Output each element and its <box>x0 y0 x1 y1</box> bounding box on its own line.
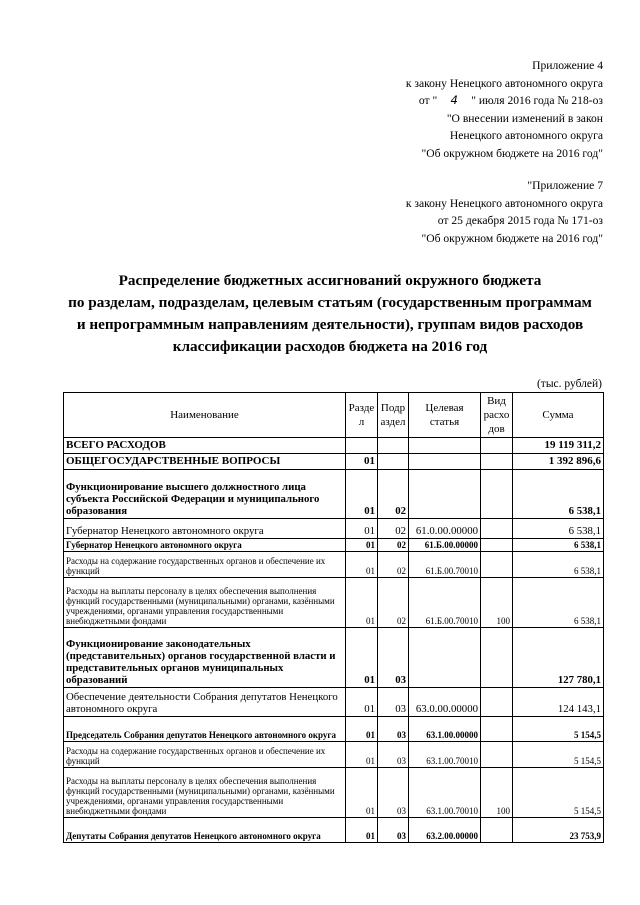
table-row <box>64 717 604 742</box>
appendix-new-line-3 <box>360 92 603 110</box>
table-row <box>64 818 604 843</box>
row-sum: 1 392 896,6 <box>513 454 604 470</box>
row-vid <box>481 539 513 552</box>
row-name: ОБЩЕГОСУДАРСТВЕННЫЕ ВОПРОСЫ <box>64 454 346 470</box>
row-razdel: 01 <box>346 742 378 768</box>
appendix-new-date-prefix: от " <box>418 94 438 108</box>
appendix-new-handwritten-day: 4 <box>450 93 458 108</box>
row-name: ВСЕГО РАСХОДОВ <box>64 438 346 454</box>
row-target: 61.0.00.00000 <box>409 519 481 539</box>
row-sum: 127 780,1 <box>513 628 604 688</box>
row-razdel: 01 <box>346 818 378 843</box>
document-title-line-4: классификации расходов бюджета на 2016 год <box>172 338 488 355</box>
row-target: 63.1.00.70010 <box>409 742 481 768</box>
row-vid <box>481 628 513 688</box>
row-razdel <box>346 438 378 454</box>
row-podrazdel: 03 <box>378 628 409 688</box>
row-razdel: 01 <box>346 552 378 578</box>
header-vid: Вид расхо дов <box>481 393 513 438</box>
row-name: Расходы на выплаты персоналу в целях обеспечения выполнения функций государственными (муниципальными) органами, казёнными учреждениями, органами управления государственными внебюджетными фондами <box>64 768 346 818</box>
row-razdel: 01 <box>346 768 378 818</box>
row-name: Расходы на содержание государственных органов и обеспечение их функций <box>64 742 346 768</box>
row-vid <box>481 519 513 539</box>
row-podrazdel: 02 <box>378 519 409 539</box>
header-target: Целевая статья <box>409 393 481 438</box>
row-vid <box>481 470 513 519</box>
units-label: (тыс. рублей) <box>536 378 602 390</box>
table-row <box>64 742 604 768</box>
document-title-line-2: по разделам, подразделам, целевым статьям (государственным программам <box>68 294 592 311</box>
table-row <box>64 768 604 818</box>
row-podrazdel: 03 <box>378 742 409 768</box>
row-vid: 100 <box>481 578 513 628</box>
row-sum: 6 538,1 <box>513 552 604 578</box>
row-razdel: 01 <box>346 539 378 552</box>
row-sum: 6 538,1 <box>513 539 604 552</box>
row-target <box>409 454 481 470</box>
row-target <box>409 438 481 454</box>
appendix-old-line-3: от 25 декабря 2015 года № 171-оз <box>437 214 603 228</box>
row-podrazdel: 02 <box>378 470 409 519</box>
row-podrazdel: 02 <box>378 578 409 628</box>
table-row <box>64 688 604 717</box>
document-title <box>30 270 630 358</box>
row-target: 63.2.00.00000 <box>409 818 481 843</box>
budget-table <box>63 392 604 843</box>
table-header-row <box>64 393 604 438</box>
row-razdel: 01 <box>346 628 378 688</box>
appendix-new-line-2: к закону Ненецкого автономного округа <box>405 76 603 90</box>
row-name: Губернатор Ненецкого автономного округа <box>64 519 346 539</box>
row-vid <box>481 454 513 470</box>
row-sum: 124 143,1 <box>513 688 604 717</box>
row-vid <box>481 818 513 843</box>
table-row <box>64 539 604 552</box>
header-razdel: Разде л <box>346 393 378 438</box>
row-name: Расходы на выплаты персоналу в целях обеспечения выполнения функций государственными (муниципальными) органами, казёнными учреждениями, органами управления государственными внебюджетными фондами <box>64 578 346 628</box>
row-sum: 6 538,1 <box>513 470 604 519</box>
row-vid: 100 <box>481 768 513 818</box>
row-podrazdel <box>378 454 409 470</box>
row-vid <box>481 717 513 742</box>
row-name: Депутаты Собрания депутатов Ненецкого автономного округа <box>64 818 346 843</box>
row-sum: 5 154,5 <box>513 717 604 742</box>
row-podrazdel: 03 <box>378 818 409 843</box>
row-vid <box>481 742 513 768</box>
header-podrazdel: Подр аздел <box>378 393 409 438</box>
appendix-old-line-1: "Приложение 7 <box>527 179 603 192</box>
appendix-new-date-suffix: " июля 2016 года № 218-оз <box>471 94 603 108</box>
row-target: 61.Б.00.00000 <box>409 539 481 552</box>
row-sum: 5 154,5 <box>513 768 604 818</box>
table-row <box>64 470 604 519</box>
row-sum: 19 119 311,2 <box>513 438 604 454</box>
row-name: Губернатор Ненецкого автономного округа <box>64 539 346 552</box>
row-sum: 6 538,1 <box>513 578 604 628</box>
row-target <box>409 470 481 519</box>
row-sum: 23 753,9 <box>513 818 604 843</box>
table-row <box>64 454 604 470</box>
appendix-new-block <box>360 57 603 163</box>
row-name: Обеспечение деятельности Собрания депутатов Ненецкого автономного округа <box>64 688 346 717</box>
row-podrazdel: 03 <box>378 768 409 818</box>
row-vid <box>481 438 513 454</box>
row-name: Председатель Собрания депутатов Ненецкого автономного округа <box>64 717 346 742</box>
row-razdel: 01 <box>346 519 378 539</box>
row-target <box>409 628 481 688</box>
row-razdel: 01 <box>346 717 378 742</box>
header-name: Наименование <box>64 393 346 438</box>
document-title-line-1: Распределение бюджетных ассигнований окружного бюджета <box>118 272 542 289</box>
row-podrazdel: 02 <box>378 539 409 552</box>
row-target: 63.0.00.00000 <box>409 688 481 717</box>
row-podrazdel: 03 <box>378 688 409 717</box>
table-row <box>64 628 604 688</box>
row-sum: 5 154,5 <box>513 742 604 768</box>
row-razdel: 01 <box>346 688 378 717</box>
row-name: Функционирование законодательных (представительных) органов государственной власти и представительных органов муниципальных образований <box>64 628 346 688</box>
row-target: 63.1.00.70010 <box>409 768 481 818</box>
row-vid <box>481 688 513 717</box>
row-target: 61.Б.00.70010 <box>409 578 481 628</box>
row-razdel: 01 <box>346 454 378 470</box>
table-row <box>64 552 604 578</box>
appendix-new-line-5: Ненецкого автономного округа <box>449 129 603 143</box>
header-sum: Сумма <box>513 393 604 438</box>
document-title-line-3: и непрограммным направлениям деятельности), группам видов расходов <box>76 316 584 333</box>
table-row <box>64 519 604 539</box>
row-razdel: 01 <box>346 578 378 628</box>
row-podrazdel <box>378 438 409 454</box>
row-name: Расходы на содержание государственных органов и обеспечение их функций <box>64 552 346 578</box>
row-vid <box>481 552 513 578</box>
table-row <box>64 578 604 628</box>
appendix-new-line-1: Приложение 4 <box>532 59 603 72</box>
appendix-new-line-6: "Об окружном бюджете на 2016 год" <box>421 146 603 160</box>
appendix-old-block <box>360 177 603 247</box>
table-row <box>64 438 604 454</box>
row-razdel: 01 <box>346 470 378 519</box>
row-name: Функционирование высшего должностного лица субъекта Российской Федерации и муниципального образования <box>64 470 346 519</box>
row-podrazdel: 03 <box>378 717 409 742</box>
appendix-old-line-2: к закону Ненецкого автономного округа <box>405 196 603 210</box>
appendix-old-line-4: "Об окружном бюджете на 2016 год" <box>421 231 603 245</box>
row-sum: 6 538,1 <box>513 519 604 539</box>
row-target: 61.Б.00.70010 <box>409 552 481 578</box>
row-target: 63.1.00.00000 <box>409 717 481 742</box>
appendix-new-line-4: "О внесении изменений в закон <box>446 111 603 125</box>
row-podrazdel: 02 <box>378 552 409 578</box>
